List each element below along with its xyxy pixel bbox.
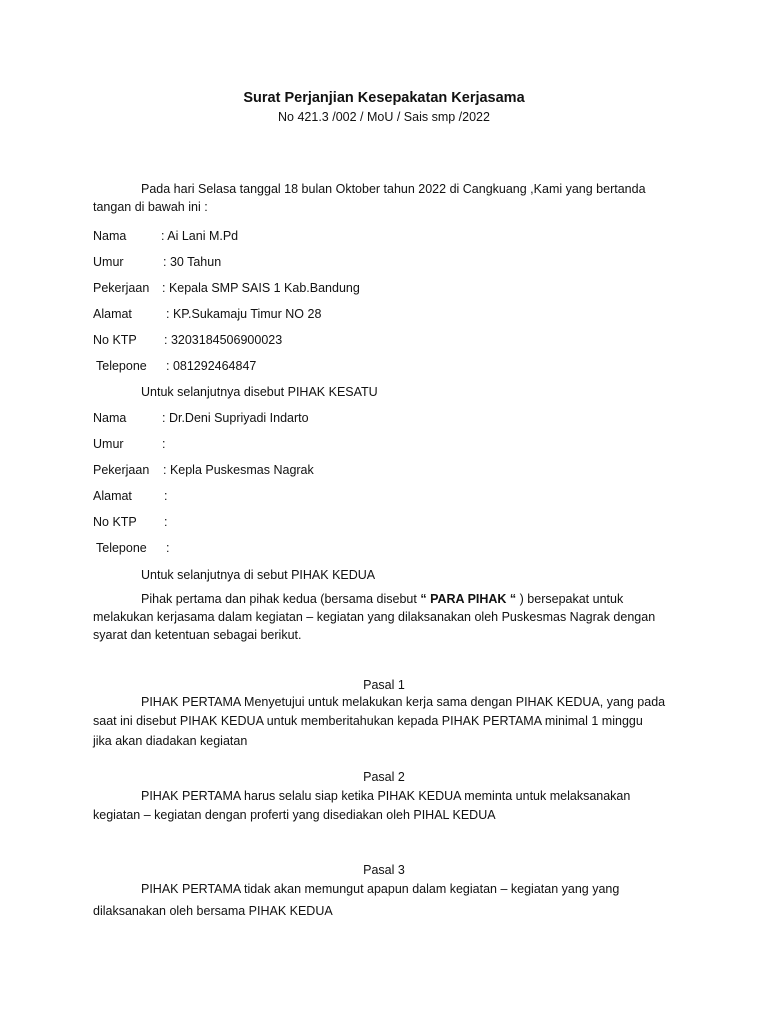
party-1-telepone-value: : 081292464847 <box>166 359 257 373</box>
document-number: No 421.3 /002 / MoU / Sais smp /2022 <box>278 110 490 124</box>
party-1-umur-label: Umur <box>93 255 124 269</box>
party-1-nama-label: Nama <box>93 229 127 243</box>
pasal-3-heading: Pasal 3 <box>363 863 405 877</box>
party-2-pekerjaan-label: Pekerjaan <box>93 463 150 477</box>
party-2-ktp-label: No KTP <box>93 515 137 529</box>
party-2-umur-label: Umur <box>93 437 124 451</box>
party-1-telepone-label: Telepone <box>96 359 147 373</box>
pasal-2-heading: Pasal 2 <box>363 770 405 784</box>
pasal-1-line-1: PIHAK PERTAMA Menyetujui untuk melakukan kerja sama dengan PIHAK KEDUA, yang pada <box>141 695 666 709</box>
opening-line-1: Pada hari Selasa tanggal 18 bulan Oktober tahun 2022 di Cangkuang ,Kami yang bertanda <box>141 182 646 196</box>
agreement-line-3: syarat dan ketentuan sebagai berikut. <box>93 628 302 642</box>
party-1-alamat-label: Alamat <box>93 307 132 321</box>
agreement-line-1-text-b: ) bersepakat untuk <box>516 592 624 606</box>
party-2-telepone-label: Telepone <box>96 541 147 555</box>
party-2-ktp-value: : <box>164 515 168 529</box>
party-2-alamat-label: Alamat <box>93 489 132 503</box>
pasal-2-line-2: kegiatan – kegiatan dengan proferti yang disediakan oleh PIHAL KEDUA <box>93 808 496 822</box>
pasal-1-heading: Pasal 1 <box>363 678 405 692</box>
party-1-umur-value: : 30 Tahun <box>163 255 222 269</box>
agreement-line-1 <box>141 591 623 607</box>
agreement-line-2: melakukan kerjasama dalam kegiatan – kegiatan yang dilaksanakan oleh Puskesmas Nagrak dengan <box>93 610 656 624</box>
pasal-3-line-1: PIHAK PERTAMA tidak akan memungut apapun dalam kegiatan – kegiatan yang yang <box>141 882 620 896</box>
party-2-designation: Untuk selanjutnya di sebut PIHAK KEDUA <box>141 568 376 582</box>
party-1-pekerjaan-value: : Kepala SMP SAIS 1 Kab.Bandung <box>162 281 360 295</box>
party-1-designation: Untuk selanjutnya disebut PIHAK KESATU <box>141 385 378 399</box>
party-2-umur-value: : <box>162 437 166 451</box>
party-1-alamat-value: : KP.Sukamaju Timur NO 28 <box>166 307 322 321</box>
party-1-ktp-label: No KTP <box>93 333 137 347</box>
agreement-line-1-text-a: Pihak pertama dan pihak kedua (bersama disebut <box>141 592 421 606</box>
pasal-1-line-3: jika akan diadakan kegiatan <box>93 734 248 748</box>
party-2-pekerjaan-value: : Kepla Puskesmas Nagrak <box>163 463 314 477</box>
party-1-ktp-value: : 3203184506900023 <box>164 333 283 347</box>
document-title: Surat Perjanjian Kesepakatan Kerjasama <box>243 90 525 106</box>
opening-line-2: tangan di bawah ini : <box>93 200 208 214</box>
pasal-2-line-1: PIHAK PERTAMA harus selalu siap ketika PIHAK KEDUA meminta untuk melaksanakan <box>141 789 631 803</box>
party-1-nama-value: : Ai Lani M.Pd <box>161 229 239 243</box>
pasal-3-line-2: dilaksanakan oleh bersama PIHAK KEDUA <box>93 904 333 918</box>
pasal-1-line-2: saat ini disebut PIHAK KEDUA untuk memberitahukan kepada PIHAK PERTAMA minimal 1 minggu <box>93 714 643 728</box>
party-2-telepone-value: : <box>166 541 170 555</box>
party-2-nama-label: Nama <box>93 411 127 425</box>
party-1-pekerjaan-label: Pekerjaan <box>93 281 150 295</box>
party-2-nama-value: : Dr.Deni Supriyadi Indarto <box>162 411 309 425</box>
para-pihak-term: “ PARA PIHAK “ <box>420 592 517 606</box>
party-2-alamat-value: : <box>164 489 168 503</box>
